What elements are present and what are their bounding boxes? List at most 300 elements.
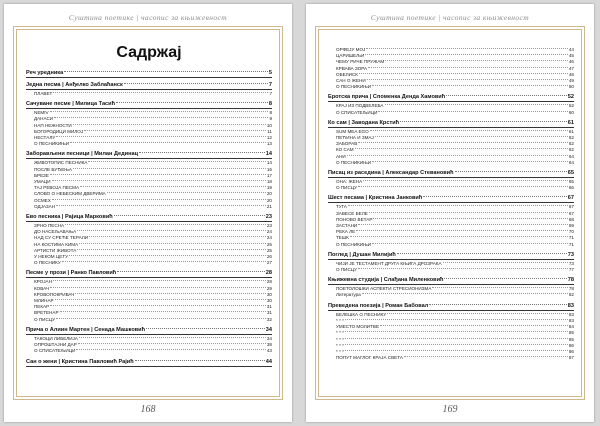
dot-leader — [73, 168, 266, 169]
toc-entry-title: ТАКОЦИ ЛИБЕЛИЈА — [34, 335, 78, 341]
toc-entry-page: 67 — [568, 210, 574, 216]
toc-section — [26, 100, 272, 147]
toc-entry-title: УМАЦИ — [34, 179, 51, 185]
toc-entry-page: 67 — [568, 204, 574, 210]
dot-leader — [348, 205, 568, 206]
toc-entry-page: 61 — [567, 119, 574, 126]
toc-entry-page: 8 — [269, 110, 272, 116]
dot-leader — [107, 192, 266, 193]
toc-entry-page: 31 — [266, 310, 272, 316]
dot-leader — [69, 255, 266, 256]
toc-section — [328, 47, 574, 90]
dot-leader — [363, 180, 568, 181]
toc-entry-page: 82 — [568, 292, 574, 298]
toc-entry-title: ПОПУТ МАГЛОГ КРАЈА СВЕТА — [336, 355, 403, 361]
toc-entry-page: 46 — [568, 59, 574, 65]
dot-leader — [62, 261, 266, 262]
toc-entry-title: ОНА: ЖЕНА — [336, 179, 363, 185]
dot-leader — [385, 60, 568, 61]
dot-leader — [54, 117, 268, 118]
toc-section — [328, 93, 574, 115]
toc-list — [328, 47, 574, 361]
toc-entry-title: О ПЕСНИКИЊИ — [336, 84, 372, 90]
toc-entry-page: 29 — [266, 285, 272, 291]
toc-section-heading[interactable] — [328, 119, 574, 128]
dot-leader — [358, 186, 568, 187]
toc-entry-page: 25 — [266, 247, 272, 253]
dot-leader — [444, 278, 566, 279]
toc-section-heading[interactable] — [328, 276, 574, 285]
dot-leader — [358, 224, 568, 225]
toc-entry-title: ОДЈАЗАН — [34, 203, 56, 209]
toc-entry-page: 38 — [266, 342, 272, 348]
toc-section-heading[interactable] — [328, 251, 574, 260]
toc-entry-page: 47 — [568, 65, 574, 71]
toc-section — [328, 169, 574, 191]
toc-entry-page: 7 — [269, 91, 272, 96]
toc-entry-title: Шест песама | Кристина Јанковић — [328, 195, 423, 202]
toc-entry-page: 87 — [568, 355, 574, 361]
toc-entry-title: Сан о жени | Кристина Павловић Рајић — [26, 358, 134, 365]
toc-entry-title: О ПЕСНИКУ — [34, 260, 61, 266]
dot-leader — [373, 218, 567, 219]
toc-entry-title: SUM MEA EGO — [336, 128, 369, 134]
toc-entry-title: Песме у прози | Ранко Павловић — [26, 270, 117, 277]
toc-entry-title: ТАЈ РЕВОЈА ПЕСМА — [34, 185, 80, 191]
toc-section-heading[interactable] — [26, 100, 272, 109]
toc-entry-page: 7 — [268, 82, 272, 88]
toc-entry-title: ЗАСТАНИ — [336, 223, 358, 229]
toc-list — [26, 69, 272, 367]
toc-section — [26, 213, 272, 266]
toc-entry-page: 5 — [268, 70, 272, 76]
dot-leader — [75, 293, 266, 294]
dot-leader — [52, 180, 266, 181]
toc-entry-page: 48 — [568, 71, 574, 77]
toc-entry-page: 28 — [266, 279, 272, 285]
toc-entry-page: 61 — [568, 128, 574, 134]
dot-leader — [79, 243, 266, 244]
toc-entry-page: 27 — [266, 260, 272, 266]
toc-entry-page: 73 — [567, 251, 574, 258]
toc-item[interactable] — [26, 317, 272, 323]
toc-entry-page: 64 — [568, 159, 574, 165]
dot-leader — [372, 161, 568, 162]
dot-leader — [124, 83, 268, 84]
toc-entry-title: КОВАЧ — [34, 285, 49, 291]
toc-entry-page: 77 — [568, 267, 574, 273]
toc-entry-title: ПЕЋИНА И ЗМАЈ — [336, 135, 374, 141]
toc-section-heading[interactable] — [26, 150, 272, 159]
toc-left — [26, 44, 272, 368]
toc-entry-page: 45 — [568, 53, 574, 59]
dot-leader — [397, 253, 567, 254]
toc-section — [328, 251, 574, 273]
dot-leader — [375, 136, 568, 137]
dot-leader — [446, 95, 567, 96]
page-number: 169 — [442, 404, 458, 415]
dot-leader — [404, 356, 568, 357]
toc-entry-title: НА КОСТИМА КИМА — [34, 241, 79, 247]
dot-leader — [84, 130, 266, 131]
toc-entry-title: ПОЕТОЛОШКИ АСПЕКТИ СТРЕСИОНИЗМА — [336, 286, 432, 292]
dot-leader — [356, 230, 568, 231]
toc-entry-title: Литература — [336, 292, 361, 298]
toc-entry-title: ЧИЈИ ЈЕ ТЕСТАМЕНТ ДРУГА КЊИГА ДРОЗРАКА — [336, 260, 442, 266]
toc-section-heading[interactable] — [26, 81, 272, 90]
toc-entry-page: 30 — [266, 291, 272, 297]
toc-entry-page: 85 — [568, 330, 574, 336]
toc-section-heading[interactable] — [328, 194, 574, 203]
dot-leader — [52, 199, 266, 200]
toc-entry-page: 83 — [567, 302, 574, 309]
toc-entry-page: 18 — [266, 179, 272, 185]
dot-leader — [80, 186, 266, 187]
toc-entry-page: 73 — [568, 260, 574, 266]
toc-item[interactable] — [328, 292, 574, 298]
toc-entry-page: 30 — [266, 298, 272, 304]
dot-leader — [78, 343, 266, 344]
toc-entry-title: ЦАРИШЕЉИ — [336, 53, 365, 59]
toc-entry-title: ТЕШК — [336, 235, 349, 241]
dot-leader — [345, 319, 568, 320]
dot-leader — [350, 236, 568, 237]
toc-entry-page: 8 — [268, 101, 272, 108]
toc-section — [26, 358, 272, 367]
toc-entry-title: Поглед | Душан Милијић — [328, 251, 396, 258]
toc-entry-title: * * * — [336, 330, 344, 336]
toc-item[interactable] — [26, 260, 272, 266]
toc-entry-title: МЛИНАР — [34, 298, 54, 304]
toc-item[interactable] — [328, 267, 574, 273]
toc-entry-page: 71 — [568, 241, 574, 247]
toc-entry-title: Ко сам | Заводана Крстић — [328, 119, 400, 126]
toc-entry-page: 65 — [568, 179, 574, 185]
dot-leader — [89, 236, 266, 237]
toc-entry-title: ТУГА — [336, 204, 347, 210]
dot-leader — [385, 104, 568, 105]
toc-entry-title: О СПИСАТЕЉИЦИ — [336, 109, 378, 115]
dot-leader — [77, 230, 266, 231]
dot-leader — [347, 155, 568, 156]
toc-entry-page: 28 — [265, 270, 272, 277]
toc-item[interactable] — [26, 204, 272, 210]
dot-leader — [362, 293, 568, 294]
toc-entry-title: ДАНАСИ — [34, 116, 54, 122]
toc-entry-page: 32 — [266, 316, 272, 322]
toc-section — [328, 276, 574, 298]
toc-entry-page: 19 — [266, 185, 272, 191]
toc-entry-title: О ПИСЦУ — [336, 267, 358, 273]
toc-entry-title: Сачуване песме | Милица Тасић — [26, 101, 116, 108]
toc-entry-page: 44 — [265, 358, 272, 365]
toc-entry-title: О ПЕСНИКИЊИ — [336, 159, 372, 165]
dot-leader — [423, 196, 567, 197]
toc-entry-title: АРТИСТИ ЖИВОТА — [34, 247, 77, 253]
toc-entry-page: 24 — [266, 229, 272, 235]
dot-leader — [345, 338, 568, 339]
toc-section-heading[interactable] — [328, 302, 574, 311]
toc-entry-page: 9 — [269, 116, 272, 122]
dot-leader — [365, 54, 568, 55]
dot-leader — [358, 142, 568, 143]
toc-entry-title: ЗАБОРАВ — [336, 141, 358, 147]
toc-entry-page: 86 — [568, 348, 574, 354]
dot-leader — [139, 152, 265, 153]
right-page — [306, 4, 594, 422]
dot-leader — [359, 73, 568, 74]
dot-leader — [53, 92, 268, 93]
page-title: Садржај — [116, 44, 182, 61]
toc-entry-title: Писац из раседина | Александар Стевановић — [328, 170, 454, 177]
toc-entry-page: 20 — [266, 197, 272, 203]
toc-entry-title: ОРФЕЈУ МОЈ — [336, 47, 366, 52]
toc-entry-page: 31 — [266, 304, 272, 310]
toc-entry-title: ПЕКАР — [34, 304, 50, 310]
toc-entry-title: * * * — [336, 342, 344, 348]
toc-section-heading[interactable] — [328, 93, 574, 102]
toc-entry-title: ЧЕМУ РИЧЕ ПРУЖАМ — [336, 59, 385, 65]
toc-entry-title: Једна песма | Анђелко Заблаћанск — [26, 82, 123, 88]
toc-entry-page: 12 — [266, 135, 272, 141]
toc-section — [328, 194, 574, 247]
toc-entry-page: 23 — [265, 214, 272, 221]
toc-entry-title: Ево песника | Рајица Марковић — [26, 214, 113, 221]
dot-leader — [60, 311, 266, 312]
toc-section — [26, 326, 272, 355]
toc-entry-title: ПОСЛЕ БУЂЕЊА — [34, 166, 72, 172]
toc-entry-title: ПЛАВЕТ — [34, 91, 53, 96]
toc-item[interactable] — [328, 185, 574, 191]
toc-entry-page: 78 — [567, 277, 574, 284]
toc-entry-page: 50 — [568, 84, 574, 90]
toc-entry-title: Реч уредника — [26, 70, 64, 76]
toc-item[interactable] — [26, 91, 272, 97]
toc-entry-title: О ПЕСНИКИЊИ — [34, 141, 70, 147]
toc-entry-page: 13 — [266, 141, 272, 147]
toc-item[interactable] — [328, 242, 574, 248]
toc-item[interactable] — [328, 160, 574, 166]
toc-entry-page: 52 — [567, 94, 574, 101]
dot-leader — [50, 174, 266, 175]
toc-section — [26, 69, 272, 78]
dot-leader — [355, 148, 568, 149]
toc-entry-title: КРОЈАН — [34, 279, 52, 285]
dot-leader — [56, 205, 266, 206]
toc-entry-title: Заборављени песници | Милан Дединац — [26, 151, 139, 158]
toc-entry-page: 16 — [266, 166, 272, 172]
toc-entry-page: 86 — [568, 342, 574, 348]
dot-leader — [50, 305, 266, 306]
toc-entry-page: 23 — [266, 223, 272, 229]
running-header: Суштина поетике | часопис за књижевност — [68, 13, 228, 22]
toc-entry-title: КРОВОПОКРИВАЧ — [34, 291, 75, 297]
toc-entry-title: ВРЕТЕНАР — [34, 310, 59, 316]
dot-leader — [400, 121, 567, 122]
toc-entry-title: Прича о Алиин Мартен | Сенада Машковић — [26, 326, 146, 333]
toc-entry-page: 78 — [568, 286, 574, 292]
running-header: Суштина поетике | часопис за књижевност — [370, 13, 530, 22]
toc-entry-title: О ПЕСНИКИЊИ — [336, 241, 372, 247]
toc-entry-title: ОБЕЛИСК — [336, 71, 358, 77]
dot-leader — [368, 67, 568, 68]
toc-entry-title: УМЕСТО МОЛИТВЕ — [336, 324, 380, 330]
toc-entry-page: 24 — [266, 235, 272, 241]
toc-entry-page: 65 — [567, 170, 574, 177]
toc-section — [328, 119, 574, 166]
toc-entry-page: 20 — [266, 191, 272, 197]
toc-item[interactable] — [328, 110, 574, 116]
toc-entry-title: НАД СУ СРЕЋЕ ТЕРАЛИ — [34, 235, 89, 241]
dot-leader — [429, 304, 566, 305]
dot-leader — [366, 48, 568, 49]
toc-entry-page: 71 — [568, 235, 574, 241]
toc-item[interactable] — [26, 348, 272, 354]
dot-leader — [380, 325, 568, 326]
toc-entry-title: О ПИСЦУ — [336, 185, 358, 191]
toc-entry-title: У НЕКОМ ЦЕТУ — [34, 254, 69, 260]
dot-leader — [369, 212, 568, 213]
dot-leader — [378, 111, 567, 112]
toc-entry-title: БОГОРОДИЦИ МИЛОЈ — [34, 128, 84, 134]
dot-leader — [135, 360, 265, 361]
dot-leader — [53, 280, 266, 281]
toc-entry-title: НЕСТАЛУ — [34, 135, 56, 141]
toc-section — [328, 302, 574, 362]
toc-entry-title: БРЕЗЕ — [34, 172, 49, 178]
toc-entry-page: 34 — [265, 326, 272, 333]
toc-entry-page: 85 — [568, 336, 574, 342]
dot-leader — [56, 318, 266, 319]
toc-section-heading[interactable] — [26, 69, 272, 78]
toc-entry-page: 84 — [568, 324, 574, 330]
toc-entry-page: 14 — [265, 151, 272, 158]
toc-section — [26, 150, 272, 210]
toc-entry-page: 64 — [568, 153, 574, 159]
toc-entry-page: 17 — [266, 172, 272, 178]
toc-entry-title: СЛОВО О НЕБЕСКИМ ДВЕРИМА — [34, 191, 106, 197]
toc-item[interactable] — [26, 141, 272, 147]
toc-entry-page: 83 — [568, 311, 574, 317]
toc-entry-title: ОПРОШТАЈНИ ДАР — [34, 342, 77, 348]
toc-entry-title: САН О ЖЕНИ — [336, 78, 366, 84]
toc-entry-page: 11 — [267, 128, 272, 134]
dot-leader — [73, 124, 266, 125]
toc-item[interactable] — [328, 84, 574, 90]
dot-leader — [70, 142, 266, 143]
toc-entry-page: 49 — [568, 78, 574, 84]
toc-entry-title: О СПИСАТЕЉИЦИ — [34, 348, 76, 354]
dot-leader — [55, 299, 266, 300]
toc-entry-page: 52 — [568, 103, 574, 109]
toc-entry-title: Преведена поезија | Роман Бабовал — [328, 302, 429, 309]
page-number: 168 — [140, 404, 156, 415]
toc-entry-page: 62 — [568, 147, 574, 153]
toc-entry-title: ЖИВОТОПИС ПЕСНИКА — [34, 160, 88, 166]
dot-leader — [345, 331, 568, 332]
toc-entry-title: ЗАВЕСЕ БЕЛЕ — [336, 210, 368, 216]
toc-entry-page: 67 — [567, 195, 574, 202]
dot-leader — [76, 349, 265, 350]
left-page — [4, 4, 292, 422]
toc-entry-title: РЕКА ЛЕ — [336, 229, 356, 235]
dot-leader — [387, 313, 568, 314]
toc-entry-title: О ПИСЦУ — [34, 316, 56, 322]
dot-leader — [79, 337, 266, 338]
toc-entry-title: ЗРНО ПЕСНА — [34, 223, 65, 229]
toc-entry-page: 60 — [568, 109, 574, 115]
dot-leader — [443, 262, 568, 263]
dot-leader — [77, 249, 266, 250]
toc-section — [26, 269, 272, 322]
toc-entry-title: ПОНОВО ВЕТАР — [336, 216, 373, 222]
toc-entry-title: ДО НАСЕЉАВАЊА — [34, 229, 77, 235]
toc-section-heading[interactable] — [328, 169, 574, 178]
dot-leader — [345, 344, 568, 345]
toc-entry-page: 21 — [266, 203, 272, 209]
toc-entry-page: 25 — [266, 241, 272, 247]
toc-item[interactable] — [328, 355, 574, 361]
toc-entry-page: 43 — [266, 348, 272, 354]
toc-entry-page: 10 — [266, 122, 272, 128]
toc-entry-page: 69 — [568, 223, 574, 229]
dot-leader — [358, 268, 568, 269]
toc-section-heading[interactable] — [26, 326, 272, 335]
dot-leader — [64, 71, 268, 72]
toc-section — [26, 81, 272, 97]
dot-leader — [116, 102, 268, 103]
dot-leader — [56, 136, 266, 137]
dot-leader — [455, 171, 567, 172]
toc-section-heading[interactable] — [26, 213, 272, 222]
toc-section-heading[interactable] — [26, 358, 272, 367]
toc-entry-page: 62 — [568, 135, 574, 141]
toc-entry-page: 34 — [266, 335, 272, 341]
toc-entry-title: NEMIV — [34, 110, 49, 116]
dot-leader — [114, 215, 265, 216]
toc-entry-title: КРАЈ ИЗ ПОДВЕЛЕБА — [336, 103, 384, 109]
dot-leader — [367, 79, 568, 80]
toc-entry-title: БЕЛЕШКА О ПЕСНИКУ — [336, 311, 387, 317]
toc-entry-page: 14 — [266, 160, 272, 166]
toc-section-heading[interactable] — [26, 269, 272, 278]
dot-leader — [50, 287, 266, 288]
dot-leader — [345, 350, 568, 351]
dot-leader — [65, 224, 266, 225]
dot-leader — [117, 271, 265, 272]
toc-entry-title: * * * — [336, 336, 344, 342]
toc-entry-page: 68 — [568, 216, 574, 222]
toc-entry-page: 66 — [568, 185, 574, 191]
toc-entry-title: * * * — [336, 317, 344, 323]
toc-entry-title: НАП НЕЖНОСТИ — [34, 122, 72, 128]
dot-leader — [50, 111, 269, 112]
toc-entry-title: * * * — [336, 348, 344, 354]
dot-leader — [372, 85, 568, 86]
toc-entry-title: Еротска прича | Споменка Денда Хамовић — [328, 94, 446, 101]
toc-entry-title: КРВАВА ЗОРА — [336, 65, 368, 71]
dot-leader — [432, 287, 567, 288]
toc-entry-page: 70 — [568, 229, 574, 235]
toc-entry-title: АНИ — [336, 153, 346, 159]
toc-entry-page: 26 — [266, 254, 272, 260]
toc-entry-page: 44 — [568, 47, 574, 52]
toc-entry-title: Књижевна студија | Слађана Миленковић — [328, 277, 444, 284]
toc-right — [328, 44, 574, 361]
dot-leader — [88, 161, 265, 162]
dot-leader — [372, 243, 568, 244]
dot-leader — [370, 130, 568, 131]
